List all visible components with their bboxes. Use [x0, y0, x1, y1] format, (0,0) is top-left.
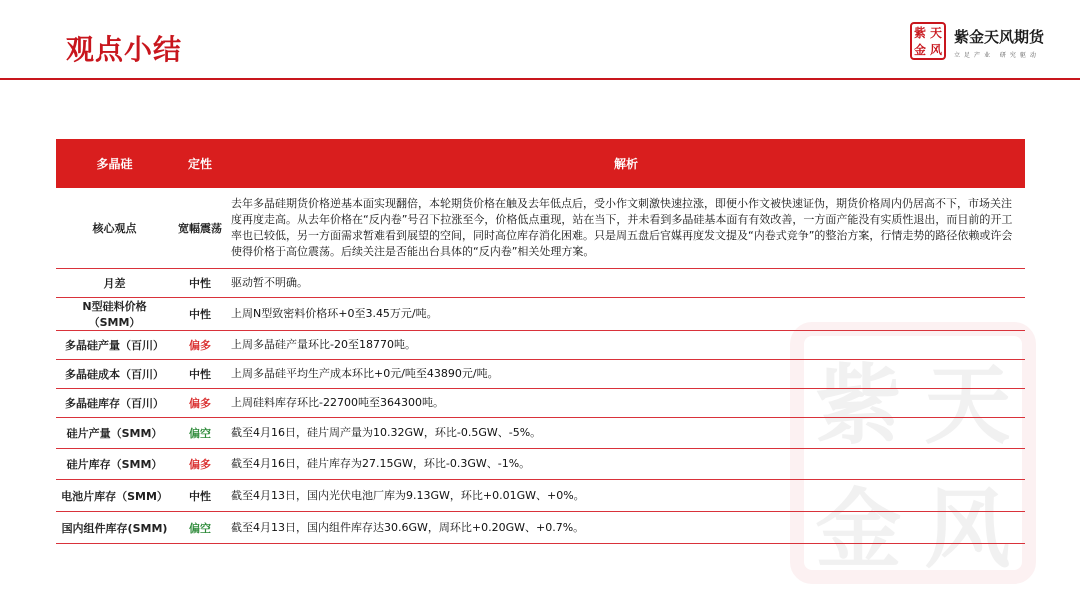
row-analysis-text: 上周硅料库存环比-22700吨至364300吨。	[227, 389, 1025, 418]
table-row	[56, 480, 1025, 512]
row-analysis-text: 截至4月16日，硅片库存为27.15GW，环比-0.3GW、-1%。	[227, 449, 1025, 480]
table-row	[56, 512, 1025, 544]
row-item-label: 核心观点	[56, 188, 173, 269]
row-analysis-text: 驱动暂不明确。	[227, 269, 1025, 298]
row-analysis-text: 上周多晶硅产量环比-20至18770吨。	[227, 331, 1025, 360]
row-analysis-text: 上周N型致密料价格环+0至3.45万元/吨。	[227, 298, 1025, 331]
row-stance-badge: 中性	[173, 298, 227, 331]
table-row	[56, 298, 1025, 331]
seal-watermark: 紫 天 金 风	[790, 322, 1036, 584]
row-item-label: 国内组件库存(SMM)	[56, 512, 173, 544]
column-header-item: 多晶硅	[56, 139, 173, 188]
row-stance-badge: 中性	[173, 269, 227, 298]
page-title: 观点小结	[66, 33, 183, 66]
column-header-stance: 定性	[173, 139, 227, 188]
row-stance-badge: 中性	[173, 480, 227, 512]
row-item-label: 多晶硅产量（百川）	[56, 331, 173, 360]
row-stance-badge: 偏空	[173, 512, 227, 544]
row-stance-badge: 偏多	[173, 389, 227, 418]
row-item-label: 多晶硅成本（百川）	[56, 360, 173, 389]
row-stance-badge: 中性	[173, 360, 227, 389]
row-item-label: 电池片库存（SMM）	[56, 480, 173, 512]
row-item-label: 硅片库存（SMM）	[56, 449, 173, 480]
row-analysis-text: 上周多晶硅平均生产成本环比+0元/吨至43890元/吨。	[227, 360, 1025, 389]
row-item-label: 硅片产量（SMM）	[56, 418, 173, 449]
column-header-analysis: 解析	[227, 139, 1025, 188]
table-row	[56, 331, 1025, 360]
row-item-label: 多晶硅库存（百川）	[56, 389, 173, 418]
row-stance-badge: 偏多	[173, 331, 227, 360]
header-divider	[0, 78, 1080, 80]
row-analysis-text: 截至4月16日，硅片周产量为10.32GW，环比-0.5GW、-5%。	[227, 418, 1025, 449]
table-header-row	[56, 139, 1025, 188]
row-stance-badge: 宽幅震荡	[173, 188, 227, 269]
brand-seal-icon: 紫 天 金 风	[910, 22, 946, 60]
table-row	[56, 449, 1025, 480]
row-stance-badge: 偏多	[173, 449, 227, 480]
row-item-label: N型硅料价格（SMM）	[56, 298, 173, 331]
table-body	[56, 188, 1025, 544]
row-analysis-text: 去年多晶硅期货价格逆基本面实现翻倍，本轮期货价格在触及去年低点后，受小作文刺激快速拉涨，即便小作文被快速证伪，期货价格周内仍居高不下，市场关注度再度走高。从去年价格在“反内卷”号召下拉涨至今，价格低点重现，站在当下，并未看到多晶硅基本面有有效改善，一方面产能没有实质性退出，而目前的开工率也已较低，另一方面需求暂难看到展望的空间，同时高位库存消化困难。只是周五盘后官媒再度发文提及“内卷式竞争”的整治方案，行情走势的路径依赖或许会使得价格于高位震荡。后续关注是否能出台具体的“反内卷”相关处理方案。	[227, 188, 1025, 269]
row-analysis-text: 截至4月13日，国内组件库存达30.6GW，周环比+0.20GW、+0.7%。	[227, 512, 1025, 544]
brand-slogan: 立足产业 研究驱动	[954, 52, 1040, 59]
table-row	[56, 188, 1025, 269]
table-row	[56, 360, 1025, 389]
table-row	[56, 389, 1025, 418]
row-analysis-text: 截至4月13日，国内光伏电池厂库为9.13GW，环比+0.01GW、+0%。	[227, 480, 1025, 512]
row-item-label: 月差	[56, 269, 173, 298]
row-stance-badge: 偏空	[173, 418, 227, 449]
summary-table	[56, 139, 1025, 544]
table-row	[56, 269, 1025, 298]
brand-name: 紫金天风期货	[954, 28, 1045, 46]
table-row	[56, 418, 1025, 449]
company-logo	[910, 22, 1060, 64]
